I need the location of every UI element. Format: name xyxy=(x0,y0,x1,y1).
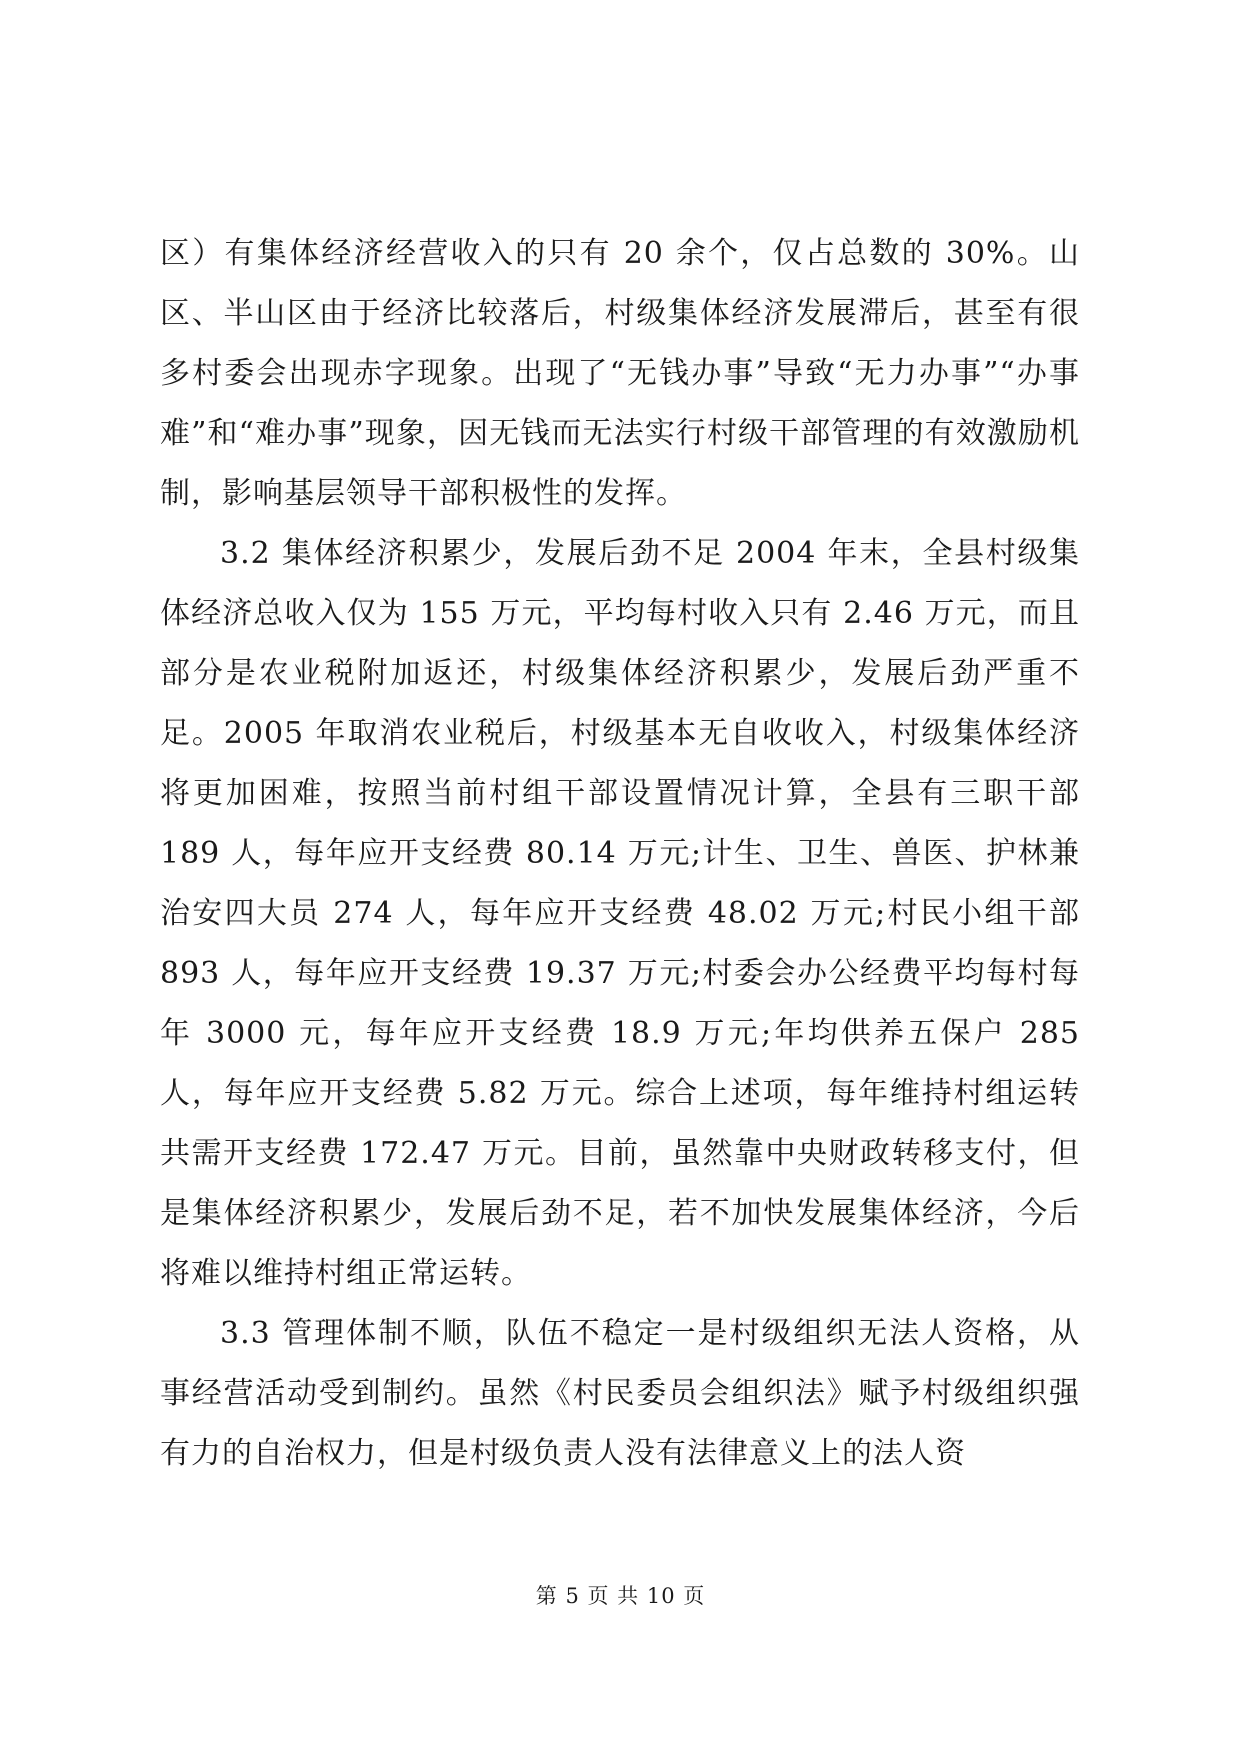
paragraph-section-3-2: 3.2 集体经济积累少，发展后劲不足 2004 年末，全县村级集体经济总收入仅为 155 万元，平均每村收入只有 2.46 万元，而且部分是农业税附加返还，村级集体经济积累少，发展后劲严重不足。2005 年取消农业税后，村级基本无自收收入，村级集体经济将更加困难，按照当前村组干部设置情况计算，全县有三职干部 189 人，每年应开支经费 80.14 万元;计生、卫生、兽医、护林兼治安四大员 274 人，每年应开支经费 48.02 万元;村民小组干部 893 人，每年应开支经费 19.37 万元;村委会办公经费平均每村每年 3000 元，每年应开支经费 18.9 万元;年均供养五保户 285 人，每年应开支经费 5.82 万元。综合上述项，每年维持村组运转共需开支经费 172.47 万元。目前，虽然靠中央财政转移支付，但是集体经济积累少，发展后劲不足，若不加快发展集体经济，今后将难以维持村组正常运转。 xyxy=(160,536,1080,1291)
paragraph-continued: 区）有集体经济经营收入的只有 20 余个，仅占总数的 30%。山区、半山区由于经济比较落后，村级集体经济发展滞后，甚至有很多村委会出现赤字现象。出现了“无钱办事”导致“无力办事”“办事难”和“难办事”现象，因无钱而无法实行村级干部管理的有效激励机制，影响基层领导干部积极性的发挥。 xyxy=(160,236,1080,511)
paragraph-section-3-3: 3.3 管理体制不顺，队伍不稳定一是村级组织无法人资格，从事经营活动受到制约。虽然《村民委员会组织法》赋予村级组织强有力的自治权力，但是村级负责人没有法律意义上的法人资 xyxy=(160,1316,1080,1471)
page-body xyxy=(160,224,1080,1484)
page-number-footer: 第 5 页 共 10 页 xyxy=(535,1584,706,1608)
